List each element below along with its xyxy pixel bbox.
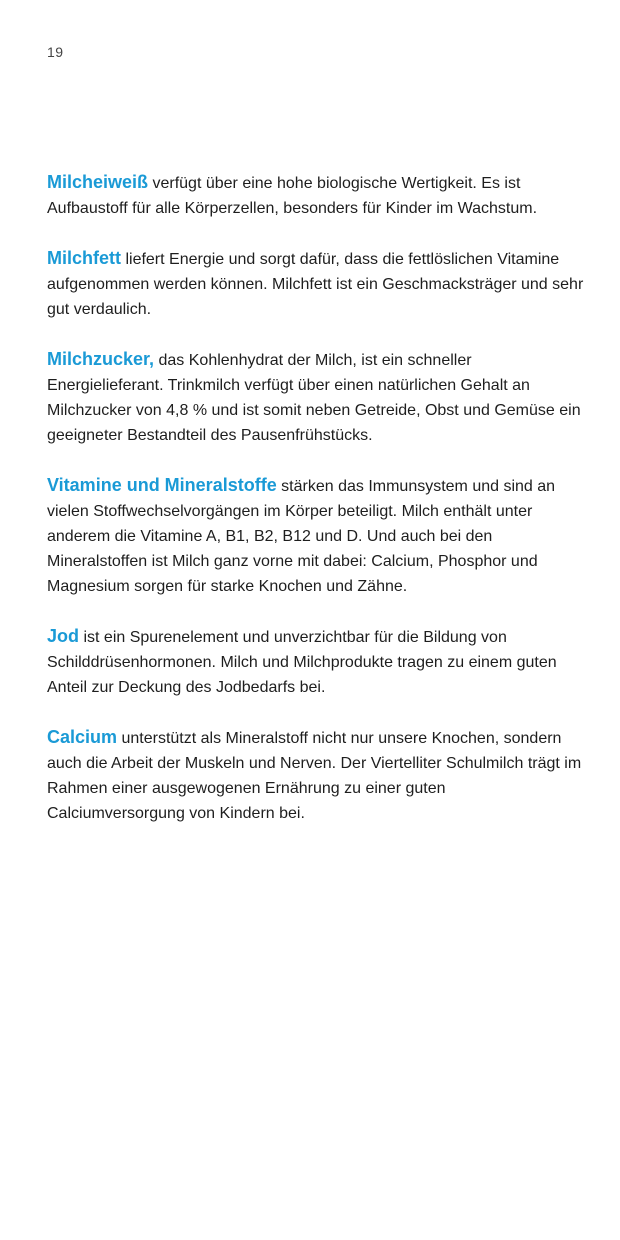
- paragraph-milcheiweiss: [47, 170, 587, 221]
- term-heading: Jod: [47, 626, 80, 646]
- paragraph-calcium: [47, 725, 587, 826]
- paragraph-jod: [47, 624, 587, 700]
- paragraph-milchfett: [47, 246, 587, 322]
- paragraph-text: verfügt über eine hohe biologische Wertigkeit. Es ist Aufbaustoff für alle Körperzellen, besonders für Kinder im Wachstum.: [47, 175, 538, 217]
- paragraph-vitamine-mineralstoffe: [47, 473, 587, 599]
- paragraph-text: stärken das Immunsystem und sind an vielen Stoffwechselvorgängen im Körper beteiligt. Milch enthält unter anderem die Vitamine A, B1, B2, B12 und D. Und auch bei den Mineralstoffen ist Milch ganz vorne mit dabei: Calcium, Phosphor und Magnesium sorgen für starke Knochen und Zähne.: [47, 478, 556, 595]
- term-heading: Milcheiweiß: [47, 172, 149, 192]
- paragraph-text: das Kohlenhydrat der Milch, ist ein schneller Energielieferant. Trinkmilch verfügt über einen natürlichen Gehalt an Milchzucker von 4,8 % und ist somit neben Getreide, Obst und Gemüse ein geeigneter Bestandteil des Pausenfrühstücks.: [47, 352, 581, 444]
- term-heading: Milchfett: [47, 248, 121, 268]
- paragraph-milchzucker: [47, 347, 587, 448]
- term-heading: Milchzucker,: [47, 349, 155, 369]
- paragraph-text: unterstützt als Mineralstoff nicht nur unsere Knochen, sondern auch die Arbeit der Muskeln und Nerven. Der Viertelliter Schulmilch trägt im Rahmen einer ausgewogenen Ernährung zu einer guten Calciumversorgung von Kindern bei.: [47, 730, 582, 822]
- article-body: [47, 170, 587, 851]
- page-number: 19: [47, 44, 64, 60]
- term-heading: Calcium: [47, 727, 118, 747]
- paragraph-text: liefert Energie und sorgt dafür, dass die fettlöslichen Vitamine aufgenommen werden können. Milchfett ist ein Geschmacksträger und sehr gut verdaulich.: [47, 251, 584, 318]
- paragraph-text: ist ein Spurenelement und unverzichtbar für die Bildung von Schilddrüsenhormonen. Milch und Milchprodukte tragen zu einem guten Anteil zur Deckung des Jodbedarfs bei.: [47, 629, 557, 696]
- term-heading: Vitamine und Mineralstoffe: [47, 475, 277, 495]
